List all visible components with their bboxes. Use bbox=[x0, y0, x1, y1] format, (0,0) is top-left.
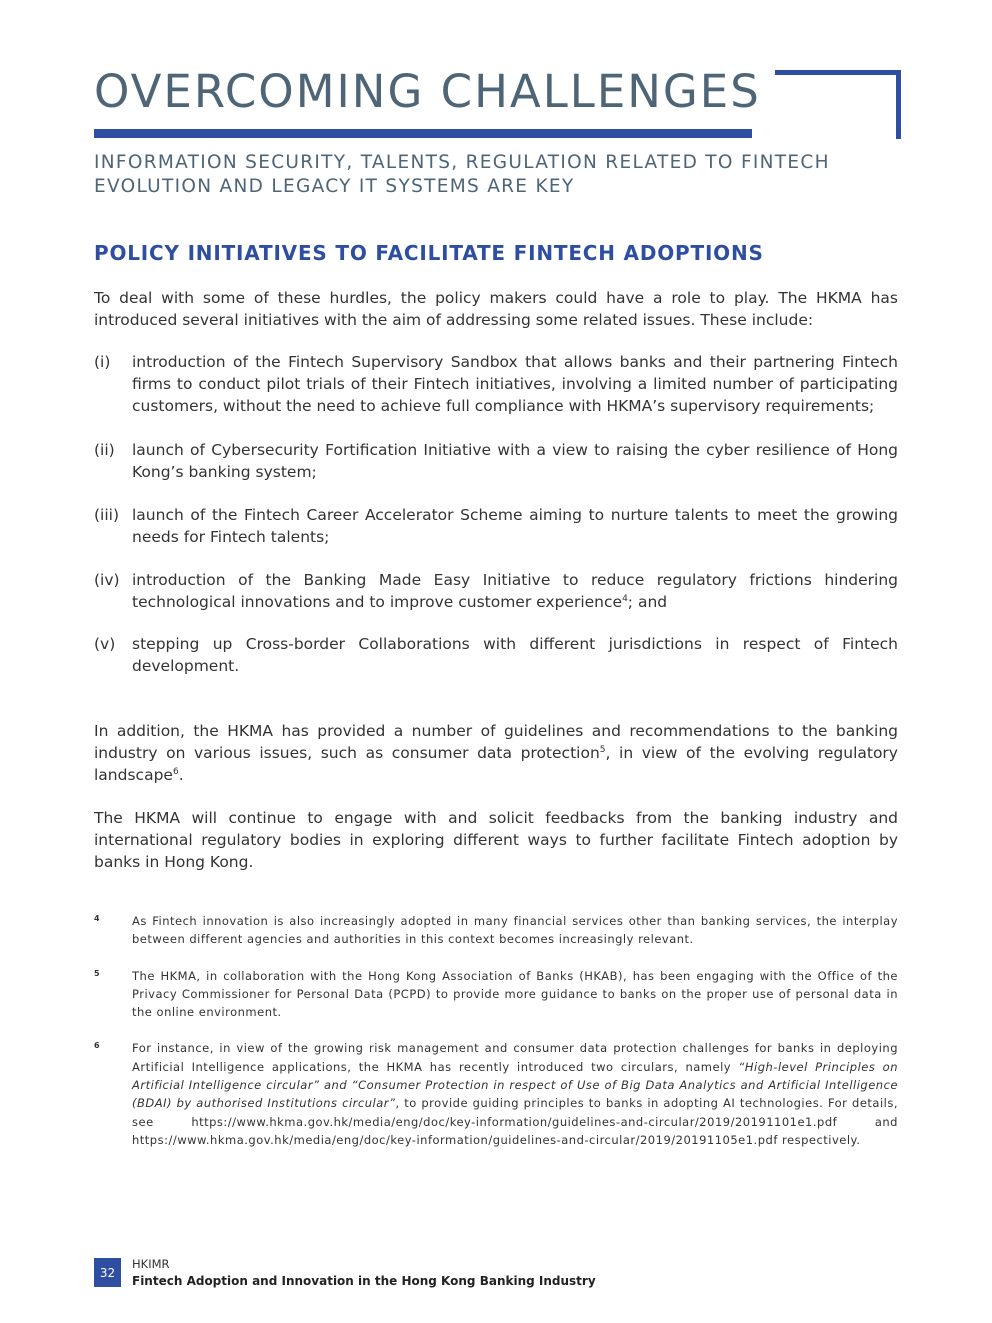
footnote-reference[interactable]: 6 bbox=[172, 766, 179, 777]
list-item bbox=[94, 569, 898, 613]
corner-bracket-vertical bbox=[896, 70, 901, 139]
footnote-number: 6 bbox=[94, 1041, 101, 1051]
list-item-text-after: ; and bbox=[627, 593, 668, 611]
addition-text-2: , in view of the evolving regulatory landscape bbox=[94, 744, 898, 784]
subtitle-line-2: EVOLUTION AND LEGACY IT SYSTEMS ARE KEY bbox=[94, 176, 575, 197]
addition-text-1: In addition, the HKMA has provided a number of guidelines and recommendations to the banking industry on various issues, such as consumer data protection bbox=[94, 722, 898, 762]
subtitle-line-1: INFORMATION SECURITY, TALENTS, REGULATION RELATED TO FINTECH bbox=[94, 152, 830, 173]
list-marker: (ii) bbox=[94, 441, 115, 459]
list-marker: (v) bbox=[94, 635, 116, 653]
list-item bbox=[94, 504, 898, 548]
list-item bbox=[94, 633, 898, 677]
intro-paragraph: To deal with some of these hurdles, the policy makers could have a role to play. The HKMA has introduced several initiatives with the aim of addressing some related issues. These include: bbox=[94, 289, 898, 329]
footer-publication-title: Fintech Adoption and Innovation in the Hong Kong Banking Industry bbox=[132, 1274, 596, 1288]
addition-paragraph bbox=[94, 720, 898, 786]
section-heading: POLICY INITIATIVES TO FACILITATE FINTECH ADOPTIONS bbox=[94, 241, 764, 265]
footnote-6 bbox=[94, 1039, 898, 1149]
page-subtitle bbox=[94, 151, 900, 199]
list-item-text: stepping up Cross-border Collaborations with different jurisdictions in respect of Fintech development. bbox=[132, 635, 898, 675]
footnote-reference[interactable]: 4 bbox=[622, 593, 628, 604]
footnote-5 bbox=[94, 967, 898, 1022]
footnote-number: 5 bbox=[94, 968, 101, 978]
addition-text-3: . bbox=[178, 766, 184, 784]
page-number-badge bbox=[94, 1258, 121, 1287]
footnote-4 bbox=[94, 912, 898, 949]
footnote-reference[interactable]: 5 bbox=[599, 744, 606, 755]
page-title: OVERCOMING CHALLENGES bbox=[94, 65, 761, 118]
list-item-text: launch of the Fintech Career Accelerator Scheme aiming to nurture talents to meet the growing needs for Fintech talents; bbox=[132, 506, 898, 546]
title-underline bbox=[94, 129, 752, 138]
list-item bbox=[94, 351, 898, 417]
footnote-circular-titles: “High-level Principles on Artificial Intelligence circular” and “Consumer Protection in respect of Use of Big Data Analytics and Artificial Intelligence (BDAI) by authorised Institutions circular” bbox=[132, 1059, 898, 1111]
list-marker: (i) bbox=[94, 353, 111, 371]
footer-organization: HKIMR bbox=[132, 1257, 170, 1271]
footnote-text: The HKMA, in collaboration with the Hong Kong Association of Banks (HKAB), has been engaging with the Office of the Privacy Commissioner for Personal Data (PCPD) to provide more guidance to banks on the proper use of personal data in the online environment. bbox=[132, 968, 898, 1020]
list-item-text: introduction of the Banking Made Easy Initiative to reduce regulatory frictions hindering technological innovations and to improve customer experience bbox=[132, 571, 898, 611]
list-item-text: launch of Cybersecurity Fortification Initiative with a view to raising the cyber resilience of Hong Kong’s banking system; bbox=[132, 441, 898, 481]
footnote-text-after: , to provide guiding principles to banks in adopting AI technologies. For details, see https://www.hkma.gov.hk/media/eng/doc/key-information/guidelines-and-circular/2019/20191101e1.pdf and https://www.hkma.gov.hk/media/eng/doc/key-information/guidelines-and-circular/2019/20191105e1.pdf respectively. bbox=[132, 1096, 898, 1147]
footnotes bbox=[94, 912, 898, 1149]
list-item bbox=[94, 439, 898, 483]
list-marker: (iii) bbox=[94, 506, 120, 524]
footnote-text: As Fintech innovation is also increasingly adopted in many financial services other than banking services, the interplay between different agencies and authorities in this context becomes increasingly relevant. bbox=[132, 914, 898, 947]
list-marker: (iv) bbox=[94, 571, 120, 589]
footnote-number: 4 bbox=[94, 914, 101, 923]
continue-paragraph: The HKMA will continue to engage with and solicit feedbacks from the banking industry and international regulatory bodies in exploring different ways to further facilitate Fintech adoption by banks in Hong Kong. bbox=[94, 809, 898, 871]
corner-bracket-horizontal bbox=[775, 70, 901, 75]
initiatives-list bbox=[94, 351, 898, 677]
page-number: 32 bbox=[99, 1265, 116, 1280]
footnote-text: For instance, in view of the growing risk management and consumer data protection challenges for banks in deploying Artificial Intelligence applications, the HKMA has recently introduced two circulars, namely bbox=[132, 1041, 898, 1074]
list-item-text: introduction of the Fintech Supervisory Sandbox that allows banks and their partnering Fintech firms to conduct pilot trials of their Fintech initiatives, involving a limited number of participating customers, without the need to achieve full compliance with HKMA’s supervisory requirements; bbox=[132, 353, 898, 415]
